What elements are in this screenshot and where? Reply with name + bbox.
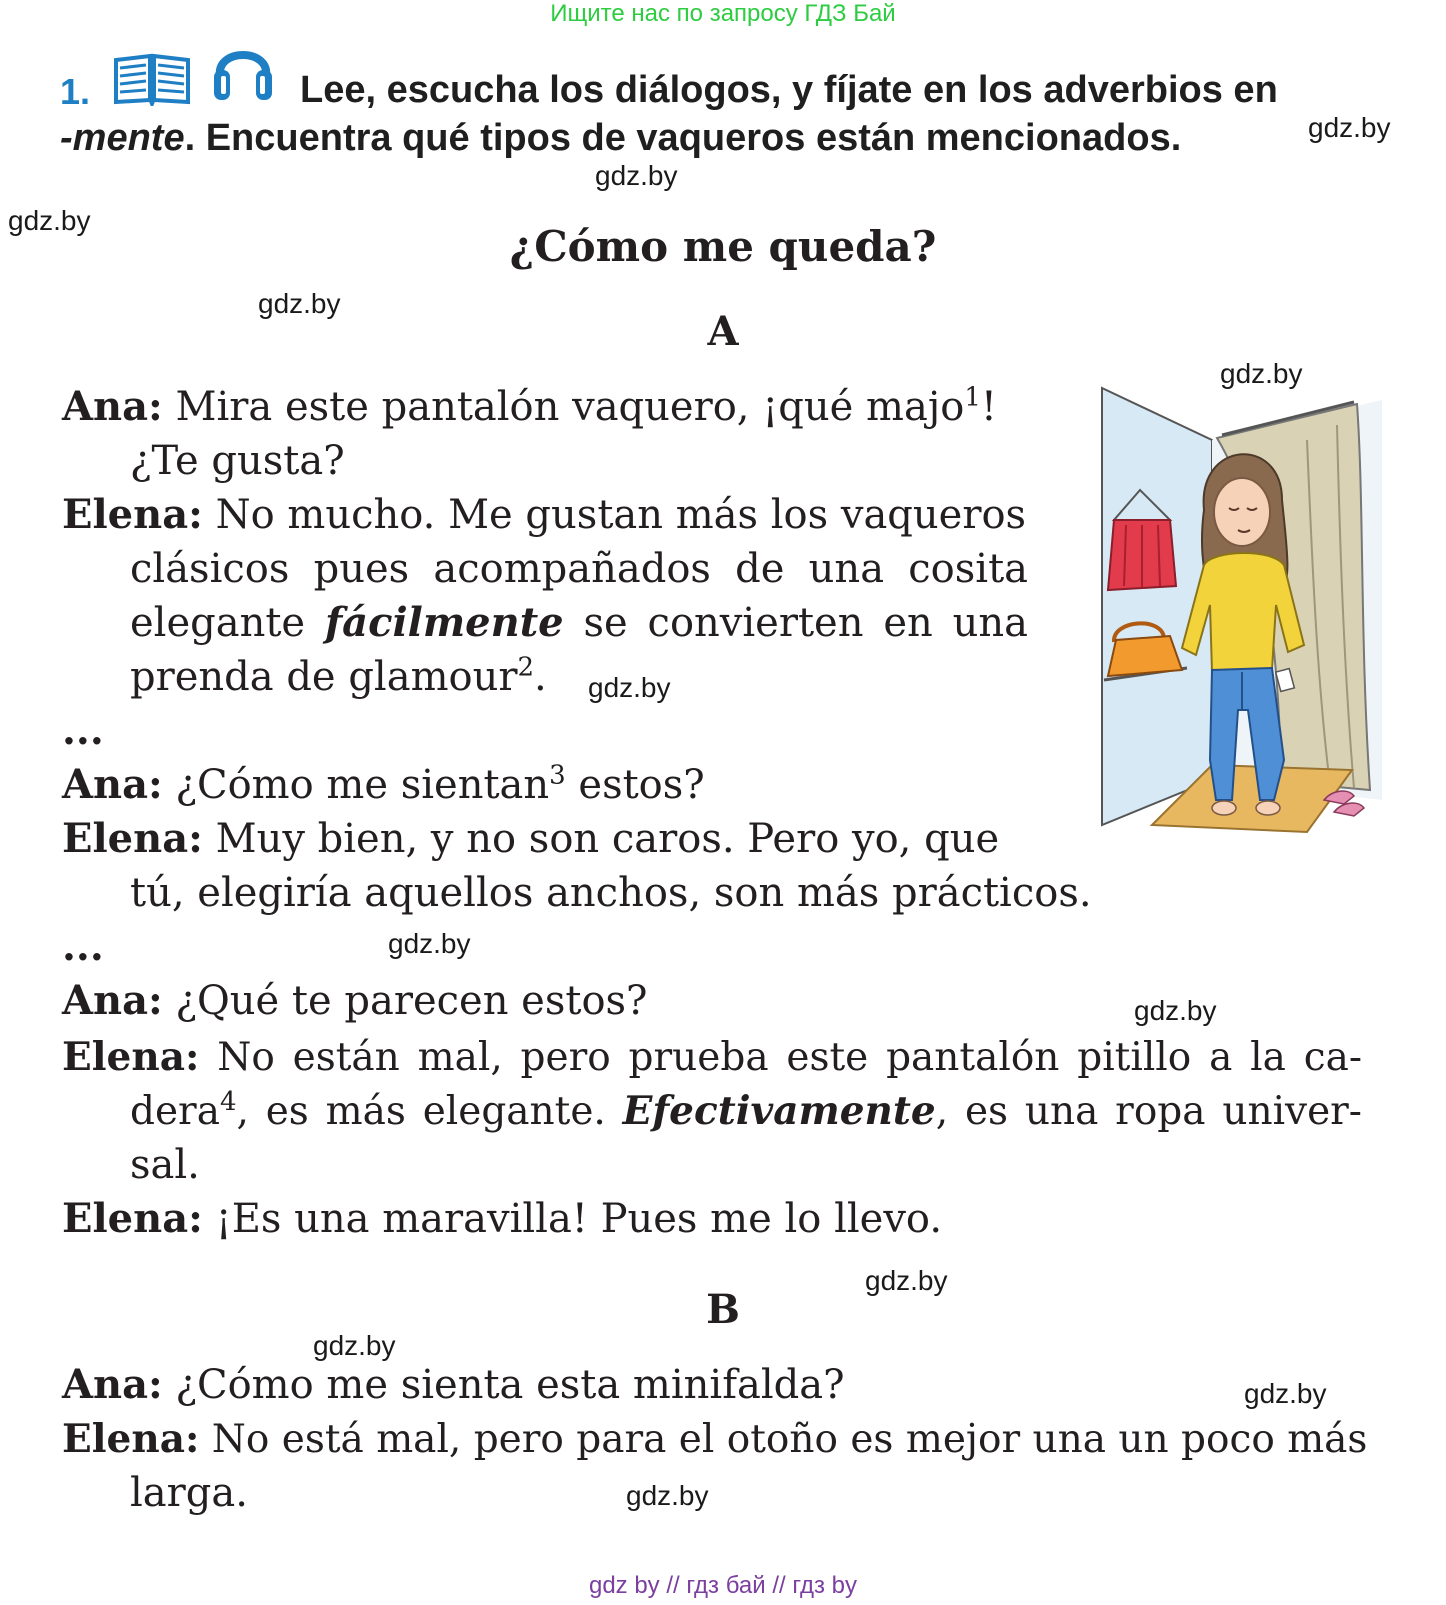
header-note: Ищите нас по запросу ГДЗ Бай xyxy=(550,0,896,27)
dialogue-line: elegante fácilmente se convierten en una xyxy=(130,599,1029,646)
dialogue-line: Elena: No está mal, pero para el otoño es mejor una un poco más xyxy=(62,1416,1368,1462)
watermark: gdz.by xyxy=(1308,112,1391,143)
dialogue-line: larga. xyxy=(130,1470,248,1516)
dialogue-line: Ana: ¿Cómo me sientan$^3$ estos? xyxy=(62,760,705,808)
task-instruction-line1: Lee, escucha los diálogos, y fíjate en los adverbios en xyxy=(300,69,1278,111)
ellipsis: ... xyxy=(62,707,104,754)
ellipsis: ... xyxy=(62,923,104,970)
task-instruction-line2: -mente. Encuentra qué tipos de vaqueros están mencionados. xyxy=(60,117,1182,159)
fitting-room-illustration xyxy=(1092,380,1392,840)
watermark: gdz.by xyxy=(388,928,471,959)
dialogue-line: clásicos pues acompañados de una cosita xyxy=(130,546,1028,592)
dialogue-line: sal. xyxy=(130,1142,200,1188)
footer-note: gdz by // гдз бай // гдз by xyxy=(588,1572,858,1599)
dialogue-line: ¿Te gusta? xyxy=(130,438,345,484)
watermark: gdz.by xyxy=(8,205,91,236)
dialogue-line: Elena: Muy bien, y no son caros. Pero yo, que xyxy=(62,815,1000,862)
dialogue-line: tú, elegiría aquellos anchos, son más prácticos. xyxy=(130,870,1092,916)
headphones-icon xyxy=(212,36,274,102)
dialogue-line: Elena: No mucho. Me gustan más los vaqueros xyxy=(62,491,1027,538)
watermark: gdz.by xyxy=(595,160,678,191)
dialogue-line: Elena: ¡Es una maravilla! Pues me lo llevo. xyxy=(62,1195,943,1242)
dialogue-title: ¿Cómo me queda? xyxy=(509,222,937,271)
dialogue-line: dera$^4$, es más elegante. Efectivamente, es una ropa univer- xyxy=(130,1087,1362,1134)
dialogue-line: Ana: ¿Cómo me sienta esta minifalda? xyxy=(62,1361,845,1408)
watermark: gdz.by xyxy=(1134,995,1217,1026)
book-icon xyxy=(112,50,192,106)
watermark: gdz.by xyxy=(1244,1378,1327,1409)
watermark: gdz.by xyxy=(865,1265,948,1296)
dialogue-line: Elena: No están mal, pero prueba este pantalón pitillo a la ca- xyxy=(62,1034,1362,1080)
section-label-b: B xyxy=(706,1286,740,1333)
watermark: gdz.by xyxy=(258,288,341,319)
task-number: 1. xyxy=(60,71,91,112)
watermark: gdz.by xyxy=(588,672,671,703)
watermark: gdz.by xyxy=(1220,358,1303,389)
watermark: gdz.by xyxy=(626,1480,709,1511)
dialogue-line: prenda de glamour$^2$. xyxy=(130,652,547,700)
dialogue-line: Ana: Mira este pantalón vaquero, ¡qué majo$^1$! xyxy=(62,382,997,430)
watermark: gdz.by xyxy=(313,1330,396,1361)
dialogue-line: Ana: ¿Qué te parecen estos? xyxy=(62,977,648,1024)
section-label-a: A xyxy=(707,308,739,355)
